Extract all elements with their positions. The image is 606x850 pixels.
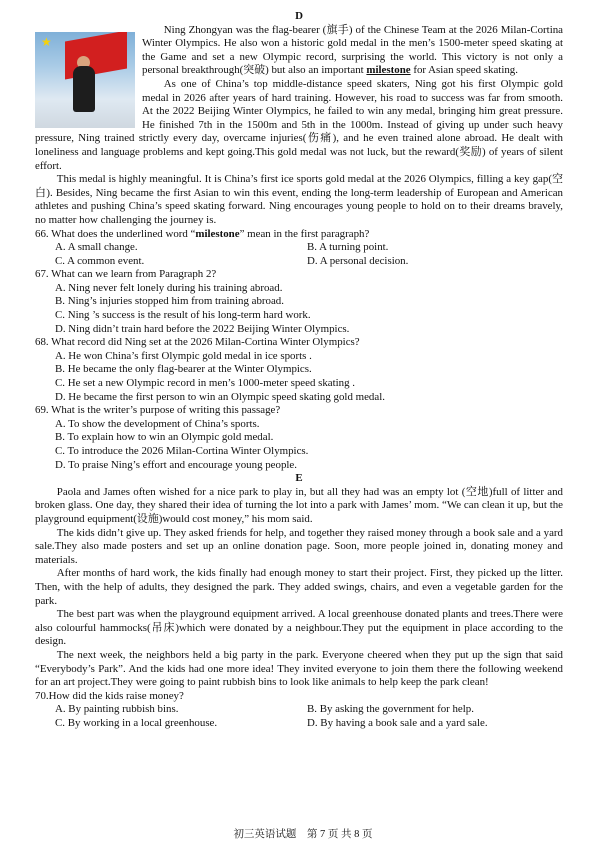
option[interactable]: A. By painting rubbish bins. xyxy=(55,703,179,716)
question-68: 68. What record did Ning set at the 2026 Milan-Cortina Winter Olympics? xyxy=(35,336,360,349)
d-paragraph-1: Ning Zhongyan was the flag-bearer (旗手) of the Chinese Team at the 2026 Milan-Cortina Winter Olympics. He also won a historic gold medal in the men’s 1500-meter speed skating at the Game and set a new Olympic record, surprising the world. This victory is not only a personal breakthrough(突破) but also an important milestone for Asian speed skating. xyxy=(142,23,563,77)
d-paragraph-3: This medal is highly meaningful. It is China’s first ice sports gold medal at the 2026 Olympics, filling a key gap(空白). Besides, Ning became the first Asian to win this event, ending the long-term leadership of European and American athletes and pushing China’s speed skating forward. Ning encourages young people to hold on to their dreams bravely, no matter how challenging the journey is. xyxy=(35,173,563,226)
e-paragraph-5: The next week, the neighbors held a big party in the park. Everyone cheered when they put up the sign that said “Everybody’s Park”. And the kids had one more idea! They invited everyone to join them there the following weekend for an art project.They were going to paint rubbish bins to look like animals to help keep the park clean! xyxy=(35,648,563,689)
section-d-heading: D xyxy=(295,10,303,22)
e-paragraph-1: Paola and James often wished for a nice park to play in, but all they had was an empty lot (空地)full of litter and broken glass. One day, they shared their idea of turning the lot into a park with James’ mom. “We can clean it up, but the playground equipment(设施)would cost money,” his mom said. xyxy=(35,485,563,525)
question-70: 70.How did the kids raise money? xyxy=(35,689,184,702)
d-paragraph-2: As one of China’s top middle-distance speed skaters, Ning got his first Olympic gold medal in 2026 after years of hard training. However, his road to success was far from smooth. At the 2022 Beijing Winter Olympics, he failed to win any medal, bringing him great pressure. He finished 7th in the 1500m and 5th in the 1000m. Instead of giving up under such heavy pressure, Ning trained strictly every day, overcame injuries(伤痛), and he even trained alone abroad. He dealt with loneliness and language problems and kept going.This gold medal was not luck, but the reward(奖励) of years of silent effort. xyxy=(35,77,563,172)
option[interactable]: A. He won China’s first Olympic gold medal in ice sports . xyxy=(55,349,312,362)
option[interactable]: A. To show the development of China’s sports. xyxy=(55,417,260,430)
question-69: 69. What is the writer’s purpose of writing this passage? xyxy=(35,404,281,417)
exam-page xyxy=(35,10,563,730)
underlined-word-milestone: milestone xyxy=(366,64,411,77)
q66-options-row2 xyxy=(35,255,563,269)
e-paragraph-4: The best part was when the playground equipment arrived. A local greenhouse donated plants and trees.There were also colourful hammocks(吊床)which were donated by a neighbour.They put the equipment in place according to the design. xyxy=(35,608,563,648)
option[interactable]: B. To explain how to win an Olympic gold medal. xyxy=(55,431,274,444)
q70-options-row1 xyxy=(35,703,563,717)
option[interactable]: C. Ning ’s success is the result of his long-term hard work. xyxy=(55,309,311,322)
skater-photo xyxy=(35,32,135,128)
page-footer: 初三英语试题 第 7 页 共 8 页 xyxy=(233,829,373,840)
option[interactable]: C. By working in a local greenhouse. xyxy=(55,716,218,729)
e-paragraph-2: The kids didn’t give up. They asked friends for help, and together they raised money through a book sale and a yard sale.They also made posters and set up an online donation page. Soon, more people joined in, donating money and materials. xyxy=(35,526,563,566)
q70-options-row2 xyxy=(35,717,563,731)
section-e-heading: E xyxy=(295,472,303,485)
e-paragraph-3: After months of hard work, the kids finally had enough money to start their project. First, they picked up the litter. Then, with the help of adults, they designed the park. They added swings, chairs, and even a vegetable garden for the park. xyxy=(35,567,563,607)
option[interactable]: D. Ning didn’t train hard before the 2022 Beijing Winter Olympics. xyxy=(55,322,350,335)
option[interactable]: D. By having a book sale and a yard sale. xyxy=(307,716,488,729)
athlete-body-shape xyxy=(73,66,95,112)
option[interactable]: C. To introduce the 2026 Milan-Cortina Winter Olympics. xyxy=(55,445,309,457)
option[interactable]: C. A common event. xyxy=(55,254,145,267)
option[interactable]: C. He set a new Olympic record in men’s 1000-meter speed skating . xyxy=(55,377,356,390)
option[interactable]: A. Ning never felt lonely during his training abroad. xyxy=(55,281,283,294)
option[interactable]: D. To praise Ning’s effort and encourage young people. xyxy=(55,458,297,471)
option[interactable]: D. He became the first person to win an Olympic speed skating gold medal. xyxy=(55,390,385,403)
option[interactable]: B. He became the only flag-bearer at the Winter Olympics. xyxy=(55,363,312,376)
option[interactable]: B. A turning point. xyxy=(307,241,389,254)
flag-star-icon: ★ xyxy=(41,34,52,49)
question-66: 66. What does the underlined word “milestone” mean in the first paragraph? xyxy=(35,227,370,240)
question-67: 67. What can we learn from Paragraph 2? xyxy=(35,268,217,281)
option[interactable]: D. A personal decision. xyxy=(307,254,409,267)
option[interactable]: A. A small change. xyxy=(55,241,138,254)
option[interactable]: B. Ning’s injuries stopped him from training abroad. xyxy=(55,295,284,308)
q66-options-row1 xyxy=(35,241,563,255)
option[interactable]: B. By asking the government for help. xyxy=(307,703,474,716)
